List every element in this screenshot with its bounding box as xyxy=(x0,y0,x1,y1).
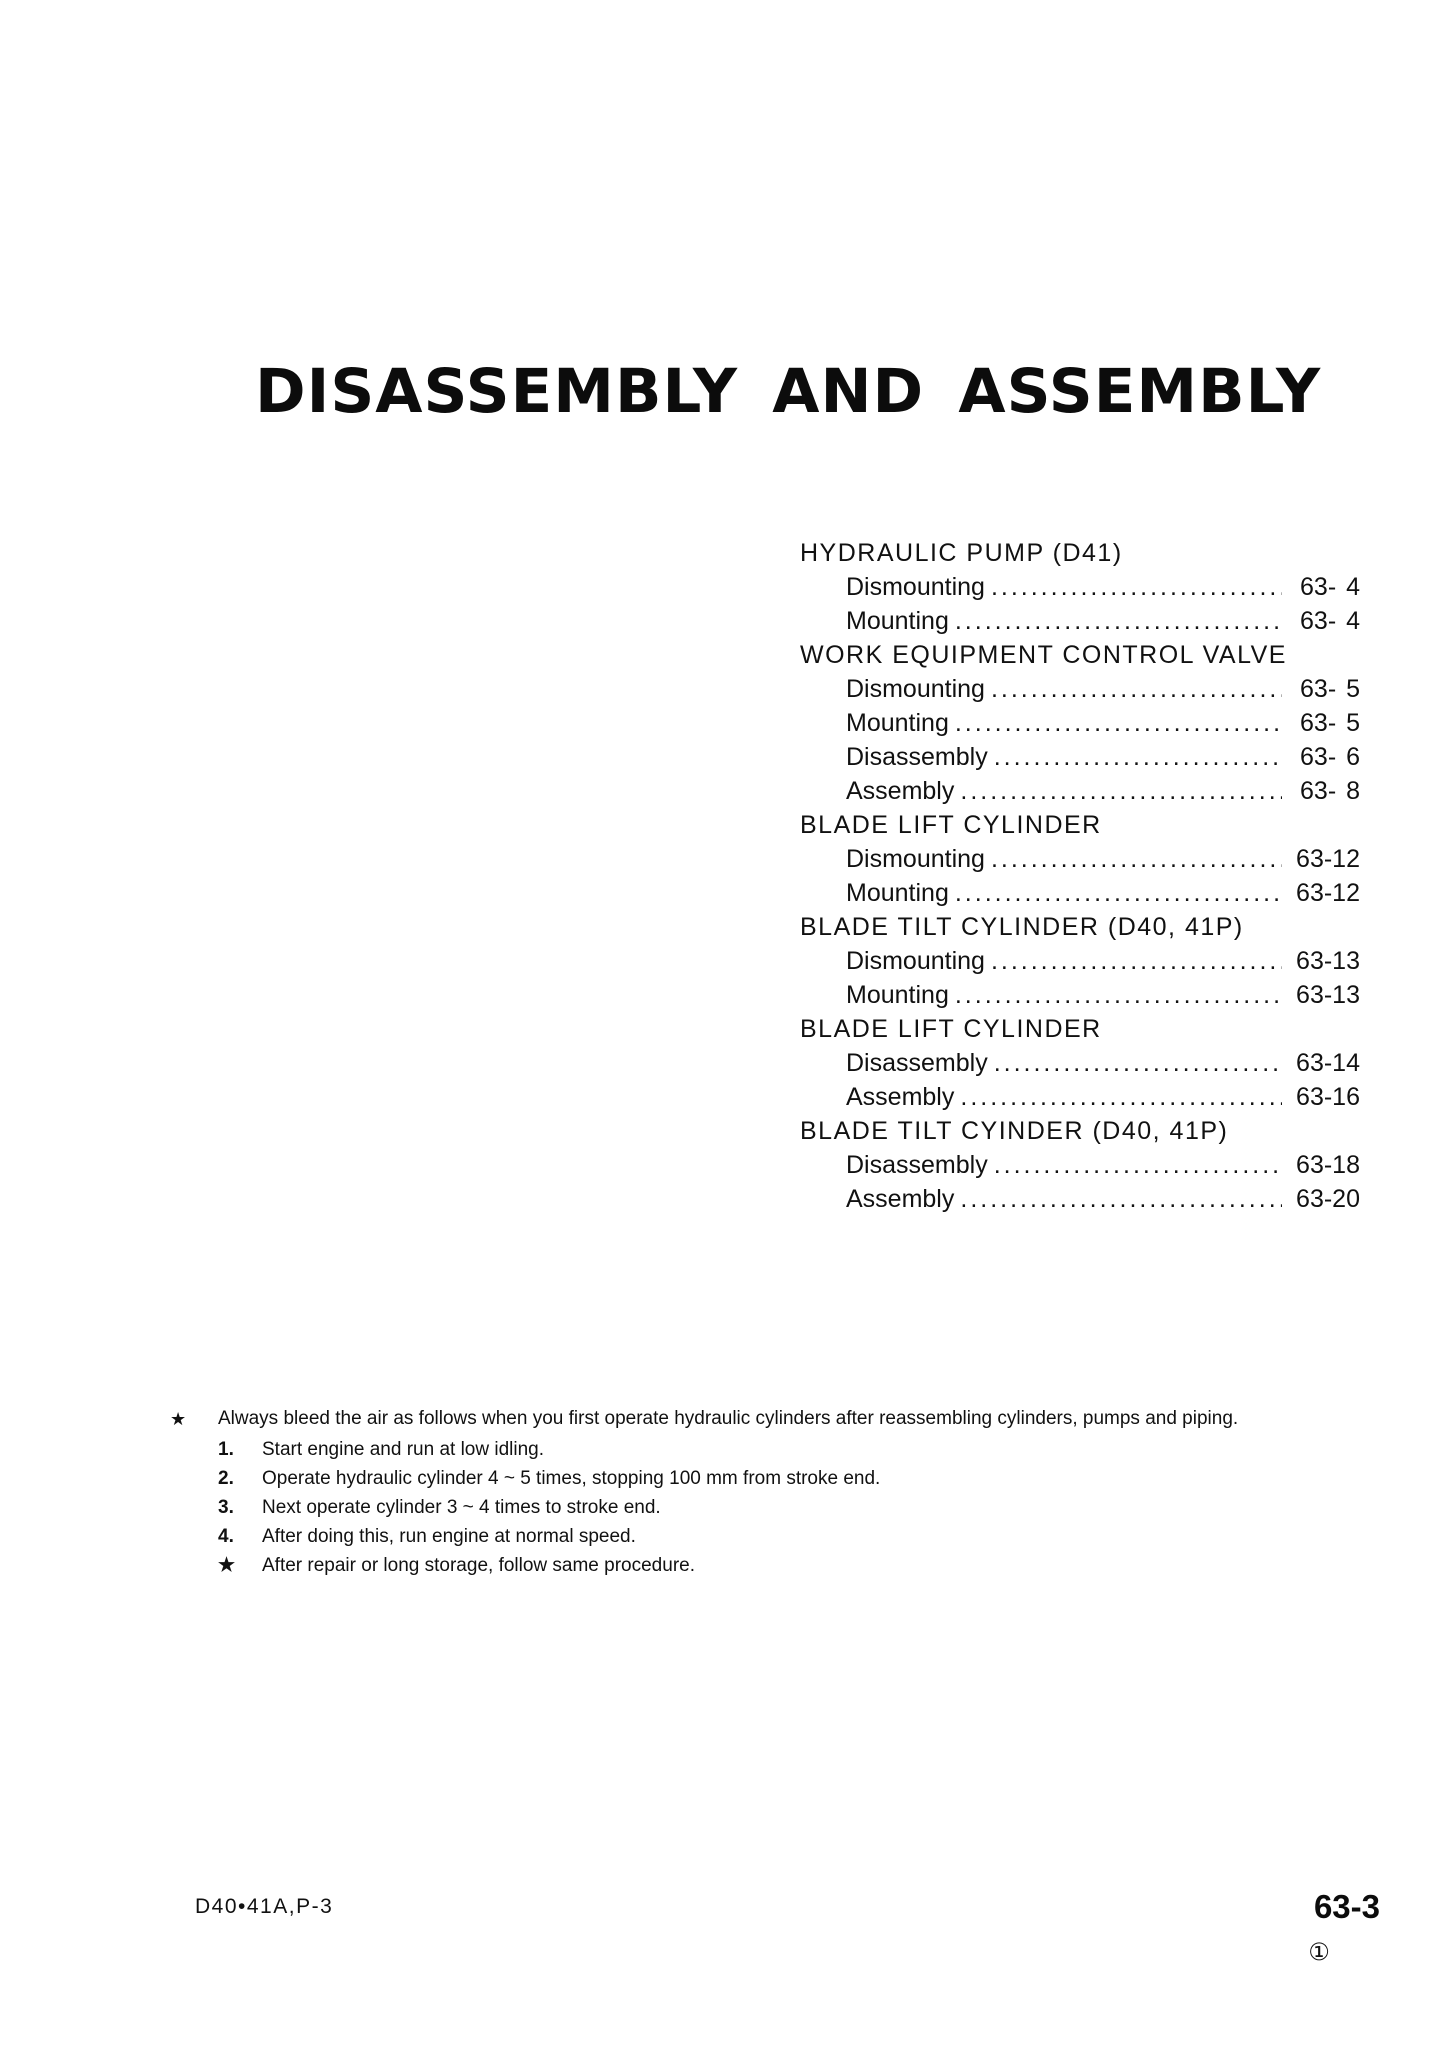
toc-section-heading: BLADE LIFT CYLINDER xyxy=(800,811,1102,839)
toc-dot-leader xyxy=(955,876,1282,910)
star-icon: ★ xyxy=(170,1409,187,1429)
toc-entry[interactable] xyxy=(800,740,1360,774)
toc-entry-label: Mounting xyxy=(846,709,949,737)
toc-entry-page: 63- 4 xyxy=(1300,607,1360,635)
note-lead xyxy=(170,1405,1370,1433)
toc-entry[interactable] xyxy=(800,1148,1360,1182)
toc-entry[interactable] xyxy=(800,944,1360,978)
star-icon: ★ xyxy=(218,1555,236,1576)
toc-dot-leader xyxy=(991,672,1282,706)
toc-dot-leader xyxy=(994,740,1282,774)
toc-entry-page: 63-18 xyxy=(1296,1151,1360,1179)
toc-dot-leader xyxy=(960,1080,1282,1114)
toc-entry-page: 63-13 xyxy=(1296,981,1360,1009)
toc-entry[interactable] xyxy=(800,774,1360,808)
toc-entry-label: Mounting xyxy=(846,981,949,1009)
toc-entry-page: 63- 6 xyxy=(1300,743,1360,771)
toc-section xyxy=(800,536,1360,638)
toc-entry-page: 63-12 xyxy=(1296,879,1360,907)
toc-entry[interactable] xyxy=(800,1080,1360,1114)
toc-entry-label: Assembly xyxy=(846,1185,955,1213)
note-step xyxy=(218,1522,1370,1551)
note-step-number: 1. xyxy=(218,1439,234,1460)
note-step xyxy=(218,1493,1370,1522)
toc-entry-page: 63- 5 xyxy=(1300,709,1360,737)
toc-entry[interactable] xyxy=(800,876,1360,910)
toc-dot-leader xyxy=(991,944,1282,978)
note-step-text: Start engine and run at low idling. xyxy=(262,1439,545,1460)
toc-entry-label: Dismounting xyxy=(846,845,985,873)
toc-entry[interactable] xyxy=(800,1046,1360,1080)
toc-entry-label: Disassembly xyxy=(846,1049,988,1077)
toc-section xyxy=(800,1012,1360,1114)
toc-dot-leader xyxy=(991,842,1282,876)
toc-section xyxy=(800,1114,1360,1216)
toc-section-heading: BLADE LIFT CYLINDER xyxy=(800,1015,1102,1043)
page-number: 63-3 xyxy=(1313,1888,1380,1925)
note-step xyxy=(218,1435,1370,1464)
toc-section-heading: WORK EQUIPMENT CONTROL VALVE xyxy=(800,641,1287,669)
note-step-number: 3. xyxy=(218,1497,234,1518)
toc-entry[interactable] xyxy=(800,570,1360,604)
toc-section-heading: BLADE TILT CYLINDER (D40, 41P) xyxy=(800,913,1244,941)
note-step-text: Next operate cylinder 3 ~ 4 times to stroke end. xyxy=(262,1497,661,1518)
note-step-number: 2. xyxy=(218,1468,234,1489)
note-step xyxy=(218,1464,1370,1493)
toc-dot-leader xyxy=(955,978,1282,1012)
toc-entry-label: Mounting xyxy=(846,879,949,907)
toc-entry-page: 63-16 xyxy=(1296,1083,1360,1111)
toc-entry-label: Mounting xyxy=(846,607,949,635)
toc-entry[interactable] xyxy=(800,842,1360,876)
toc-entry-page: 63- 8 xyxy=(1300,777,1360,805)
toc-dot-leader xyxy=(955,706,1282,740)
toc-dot-leader xyxy=(955,604,1282,638)
toc-entry[interactable] xyxy=(800,672,1360,706)
toc-entry-page: 63-14 xyxy=(1296,1049,1360,1077)
toc-section xyxy=(800,638,1360,808)
toc-section-heading: BLADE TILT CYINDER (D40, 41P) xyxy=(800,1117,1229,1145)
note-step xyxy=(218,1551,1370,1580)
toc-entry-label: Dismounting xyxy=(846,675,985,703)
toc-entry[interactable] xyxy=(800,1182,1360,1216)
toc-entry-label: Disassembly xyxy=(846,1151,988,1179)
toc-entry-label: Dismounting xyxy=(846,947,985,975)
toc-entry-page: 63-12 xyxy=(1296,845,1360,873)
toc-section xyxy=(800,808,1360,910)
toc-entry-label: Disassembly xyxy=(846,743,988,771)
air-bleeding-note xyxy=(170,1405,1370,1580)
toc-entry-page: 63- 4 xyxy=(1300,573,1360,601)
toc-entry-label: Dismounting xyxy=(846,573,985,601)
note-text: Always bleed the air as follows when you first operate hydraulic cylinders after reassembling cylinders, pumps and piping. xyxy=(218,1408,1239,1429)
page-title: DISASSEMBLY AND ASSEMBLY xyxy=(255,356,1322,427)
note-steps xyxy=(170,1435,1370,1580)
document-code: D40•41A,P-3 xyxy=(195,1895,334,1918)
toc-dot-leader xyxy=(960,774,1282,808)
toc-section-heading: HYDRAULIC PUMP (D41) xyxy=(800,539,1123,567)
toc-entry-label: Assembly xyxy=(846,1083,955,1111)
note-step-text: After doing this, run engine at normal speed. xyxy=(262,1526,636,1547)
toc-entry-label: Assembly xyxy=(846,777,955,805)
toc-dot-leader xyxy=(991,570,1282,604)
toc-dot-leader xyxy=(994,1046,1282,1080)
toc-section xyxy=(800,910,1360,1012)
toc-entry-page: 63-13 xyxy=(1296,947,1360,975)
note-step-number: 4. xyxy=(218,1526,234,1547)
note-step-text: After repair or long storage, follow same procedure. xyxy=(262,1555,695,1576)
toc-entry[interactable] xyxy=(800,706,1360,740)
table-of-contents xyxy=(800,536,1360,1216)
revision-mark: ① xyxy=(1308,1938,1330,1966)
toc-dot-leader xyxy=(960,1182,1282,1216)
toc-dot-leader xyxy=(994,1148,1282,1182)
toc-entry-page: 63- 5 xyxy=(1300,675,1360,703)
toc-entry[interactable] xyxy=(800,978,1360,1012)
toc-entry-page: 63-20 xyxy=(1296,1185,1360,1213)
toc-entry[interactable] xyxy=(800,604,1360,638)
note-step-text: Operate hydraulic cylinder 4 ~ 5 times, stopping 100 mm from stroke end. xyxy=(262,1468,881,1489)
